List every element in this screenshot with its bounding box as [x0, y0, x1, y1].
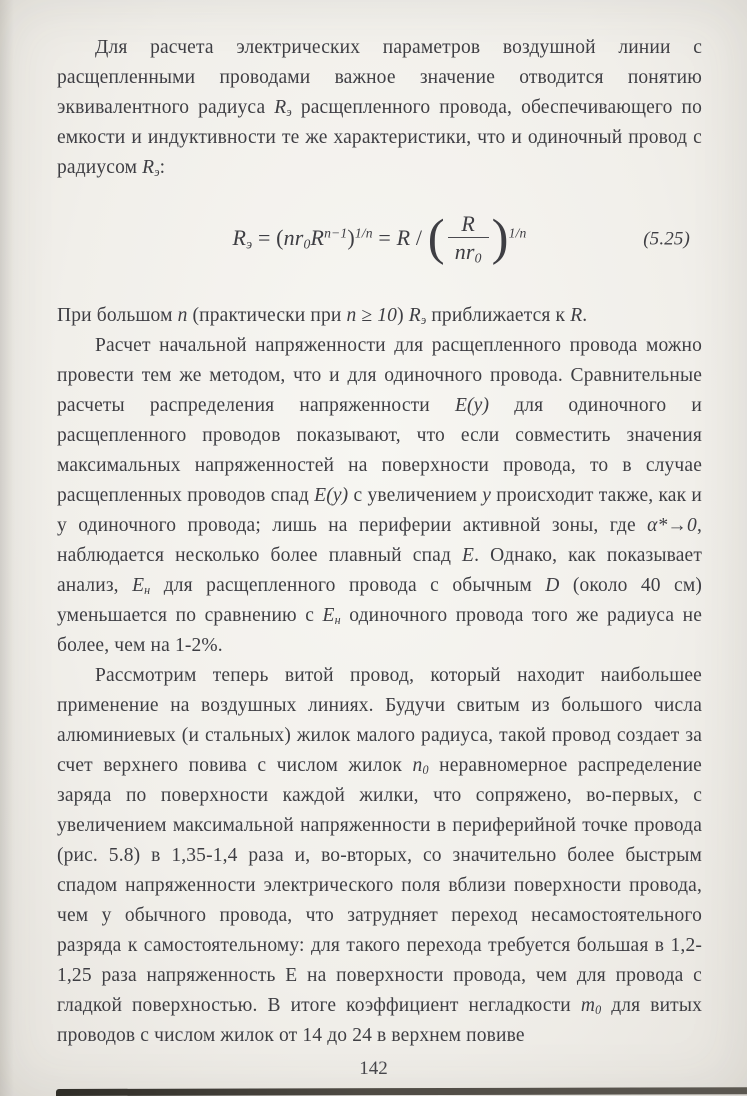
text-segment: (	[427, 208, 445, 265]
text-segment: 10	[377, 304, 398, 326]
text-segment: n	[346, 304, 357, 326]
text-segment: E	[132, 574, 145, 596]
text-segment: )	[347, 224, 355, 250]
text-segment: R	[570, 304, 583, 326]
text-segment: E	[322, 604, 335, 626]
text-segment: D	[545, 574, 560, 596]
text-segment: y	[482, 484, 492, 506]
text-segment: R	[142, 157, 155, 178]
paragraph	[57, 33, 702, 183]
text-segment: Расчет начальной напряженности для расщепленного провода можно провести тем же методом, что и для одиночного провода. Сравнительные расчеты распределения напряженности	[57, 334, 702, 416]
text-segment: э	[154, 165, 160, 180]
page-number: 142	[359, 1058, 388, 1079]
text-segment: для расщепленного провода с обычным	[150, 574, 546, 596]
text-segment: R	[408, 304, 421, 326]
text-segment: E(y)	[454, 394, 490, 416]
fraction-denominator	[448, 238, 489, 264]
text-segment: 0	[474, 250, 482, 266]
paragraph	[57, 331, 702, 661]
text-segment: э	[246, 236, 253, 252]
text-segment: n	[412, 754, 423, 776]
text-segment: m	[580, 994, 596, 1016]
text-segment: Для расчета электрических параметров воздушной линии с расщепленными проводами важное значение отводится понятию эквивалентного радиуса	[57, 37, 702, 118]
scan-shadow-left-edge	[0, 0, 14, 1096]
text-segment: 0	[595, 1002, 602, 1017]
text-segment: с увеличением	[348, 484, 483, 506]
text-segment: для одиночного и расщепленного проводов показывают, что если совместить значения максимальных напряженностей на поверхности провода, то в случае расщепленных проводов спад	[57, 394, 702, 506]
text-segment: )	[491, 208, 509, 265]
text-segment: происходит также, как и у одиночного провода; лишь на периферии активной зоны, где	[57, 484, 702, 536]
text-segment: 1/n	[354, 225, 373, 241]
text-segment: , наблюдается несколько более плавный спад	[57, 514, 702, 566]
text-segment: /	[410, 224, 428, 250]
text-segment: э	[420, 312, 427, 327]
text-segment: э	[286, 105, 292, 120]
text-segment: )	[397, 304, 409, 326]
text-segment: ≥	[356, 304, 378, 326]
text-segment: приближается к	[426, 304, 571, 326]
text-segment: 0	[422, 762, 429, 777]
text-segment: (около 40 см) уменьшается по сравнению с	[57, 574, 702, 626]
text-segment: E(y)	[314, 484, 349, 506]
text-segment: α*→0	[647, 514, 697, 536]
text-segment: н	[144, 582, 151, 597]
text-segment: nr	[454, 239, 475, 265]
equation-number: (5.25)	[643, 228, 690, 250]
text-segment: :	[159, 157, 166, 178]
text-segment: одиночного провода того же радиуса не более, чем на 1-2%.	[57, 604, 702, 656]
text-segment: =	[372, 224, 397, 250]
text-segment: для витых проводов с числом жилок от 14 до 24 в верхнем повиве	[57, 994, 703, 1046]
fraction-numerator	[448, 211, 489, 238]
text-segment: = (	[252, 224, 284, 250]
text-segment: E	[462, 544, 475, 566]
text-segment: При большом	[57, 304, 178, 326]
text-segment: nr	[283, 224, 304, 250]
text-segment: R	[396, 224, 411, 250]
equation-5-25	[57, 208, 702, 267]
formula-expression	[232, 208, 527, 267]
fraction	[448, 211, 489, 265]
text-segment: R	[310, 224, 325, 250]
text-segment: расщепленного провода, обеспечивающего по емкости и индуктивности те же характеристики, что и одиночный провод с радиусом	[57, 97, 702, 178]
text-segment: .	[582, 304, 588, 326]
text-segment: . Однако, как показывает анализ,	[57, 544, 702, 596]
page-body	[57, 33, 702, 1051]
text-segment: 0	[303, 236, 311, 252]
text-segment: R	[232, 224, 247, 250]
paragraph	[57, 661, 702, 1051]
scan-artifact-bottom-edge	[56, 1087, 747, 1096]
text-segment: н	[334, 612, 341, 627]
text-segment: R	[274, 97, 287, 118]
text-segment: (практически при	[187, 304, 347, 326]
paragraph	[57, 301, 702, 331]
text-segment: n−1	[324, 225, 348, 241]
text-segment: n	[177, 304, 188, 326]
text-segment: R	[461, 211, 475, 236]
text-segment: неравномерное распределение заряда по поверхности каждой жилки, что сопряжено, во-первых, с увеличением максимальной напряженности в периферийной точке провода (рис. 5.8) в 1,35-1,4 раза и, во-вторых, со значительно более быстрым спадом напряженности электрического поля вблизи поверхности провода, чем у обычного провода, что затрудняет переход несамостоятельного разряда к самостоятельному: для такого перехода требуется большая в 1,2-1,25 раза напряженность Е на поверхности провода, чем для провода с гладкой поверхностью. В итоге коэффициент негладкости	[57, 754, 702, 1016]
text-segment: Рассмотрим теперь витой провод, который находит наибольшее применение на воздушных линиях. Будучи свитым из большого числа алюминиевых (и стальных) жилок малого радиуса, такой провод создает за счет верхнего повива с числом жилок	[57, 664, 702, 776]
text-segment: 1/n	[508, 225, 527, 241]
